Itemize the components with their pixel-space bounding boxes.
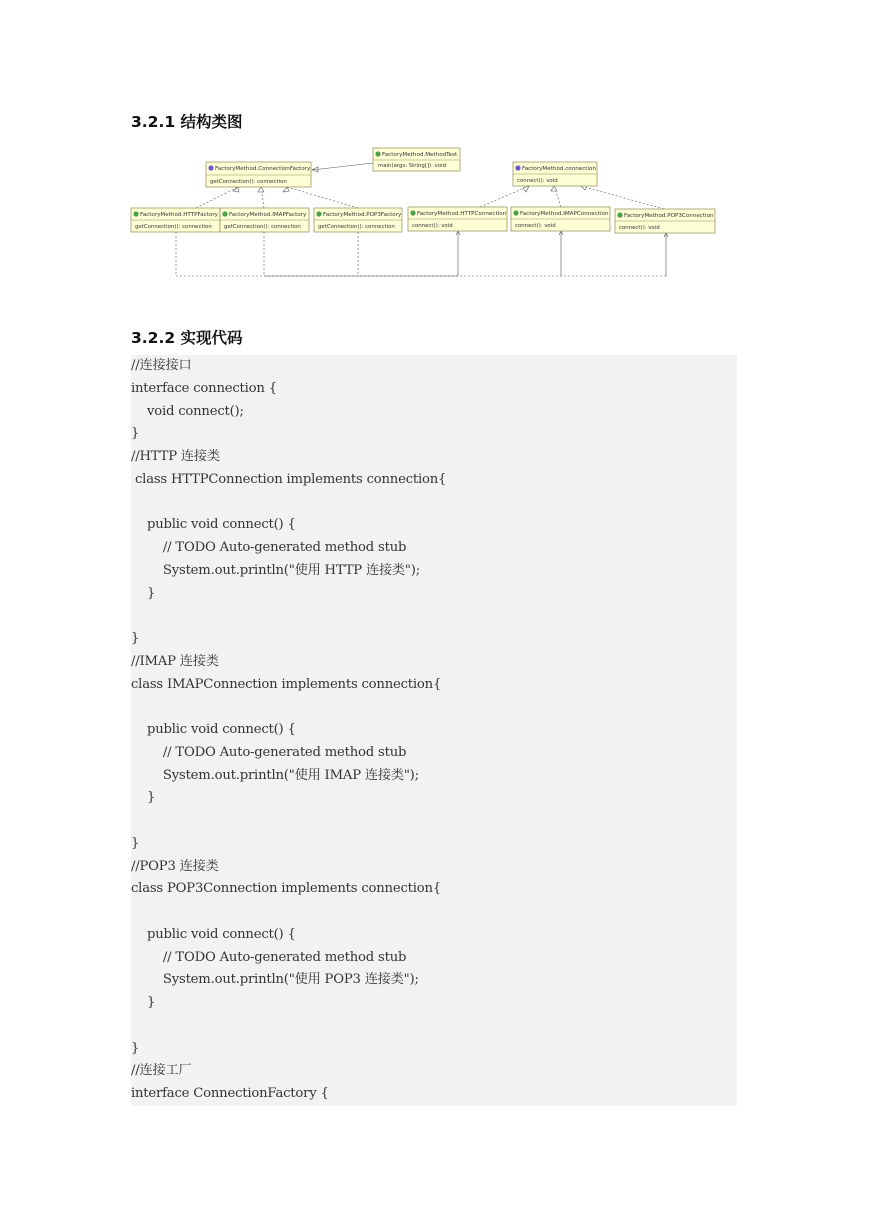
- class-icon: [617, 212, 622, 217]
- uml-class-name: FactoryMethod.HTTPFactory: [140, 212, 218, 218]
- code-line: class POP3Connection implements connection{: [131, 881, 441, 897]
- code-line: [131, 810, 737, 833]
- code-line: //POP3 连接类: [131, 858, 219, 874]
- interface-icon: [515, 165, 520, 170]
- class-icon: [316, 211, 321, 216]
- code-line: System.out.println("使用 IMAP 连接类");: [131, 767, 419, 783]
- uml-member: connect(): void: [517, 178, 558, 184]
- code-line: }: [131, 835, 140, 851]
- uml-member: getConnection(): connection: [224, 224, 301, 230]
- code-line: //HTTP 连接类: [131, 449, 220, 464]
- interface-icon: [208, 165, 213, 170]
- code-line: interface connection {: [131, 380, 277, 396]
- uml-member: getConnection(): connection: [210, 179, 287, 185]
- code-line: }: [131, 995, 156, 1010]
- uml-class-name: FactoryMethod.IMAPFactory: [229, 212, 307, 218]
- uml-member: connect(): void: [412, 223, 453, 229]
- uml-class-name: FactoryMethod.POP3Factory: [323, 212, 402, 218]
- code-block: [131, 355, 737, 1106]
- code-line: // TODO Auto-generated method stub: [131, 949, 407, 965]
- class-icon: [513, 210, 518, 215]
- code-line: //连接接口: [131, 358, 192, 373]
- code-line: [131, 1015, 737, 1038]
- code-line: public void connect() {: [131, 722, 296, 737]
- code-line: System.out.println("使用 HTTP 连接类");: [131, 562, 420, 578]
- code-line: [131, 492, 737, 515]
- class-icon: [222, 211, 227, 216]
- code-line: // TODO Auto-generated method stub: [131, 744, 407, 760]
- code-line: //连接工厂: [131, 1063, 192, 1079]
- class-icon: [133, 211, 138, 216]
- uml-member: getConnection(): connection: [318, 224, 395, 230]
- code-line: public void connect() {: [131, 926, 296, 942]
- uml-member: connect(): void: [619, 225, 660, 231]
- code-line: [131, 696, 737, 719]
- uml-class-name: FactoryMethod.MethodTest: [382, 152, 458, 158]
- section-heading-class-diagram: 3.2.1 结构类图: [131, 113, 243, 131]
- uml-member: main(args: String[]): void: [378, 163, 447, 169]
- section-heading-implementation-code: 3.2.2 实现代码: [131, 329, 243, 347]
- code-line: [131, 901, 737, 924]
- code-line: //IMAP 连接类: [131, 653, 219, 669]
- code-line: }: [131, 631, 140, 646]
- uml-class-name: FactoryMethod.IMAPConnection: [520, 211, 609, 217]
- uml-class-diagram: [130, 145, 720, 280]
- code-line: void connect();: [131, 403, 244, 419]
- class-icon: [375, 151, 380, 156]
- uml-class-name: FactoryMethod.ConnectionFactory: [215, 166, 311, 172]
- code-line: }: [131, 426, 140, 442]
- code-line: }: [131, 1040, 140, 1056]
- uml-class-name: FactoryMethod.POP3Connection: [624, 213, 714, 219]
- code-line: // TODO Auto-generated method stub: [131, 540, 407, 555]
- code-line: }: [131, 790, 156, 806]
- uml-member: connect(): void: [515, 223, 556, 229]
- code-line: [131, 605, 737, 628]
- uml-member: getConnection(): connection: [135, 224, 212, 230]
- code-line: class HTTPConnection implements connection{: [131, 471, 447, 487]
- uml-class-name: FactoryMethod.HTTPConnection: [417, 211, 507, 217]
- code-line: class IMAPConnection implements connection{: [131, 676, 442, 692]
- code-line: }: [131, 585, 156, 601]
- code-line: System.out.println("使用 POP3 连接类");: [131, 972, 419, 988]
- uml-class-name: FactoryMethod.connection: [522, 166, 597, 172]
- code-line: interface ConnectionFactory {: [131, 1086, 329, 1101]
- code-line: public void connect() {: [131, 517, 296, 533]
- class-icon: [410, 210, 415, 215]
